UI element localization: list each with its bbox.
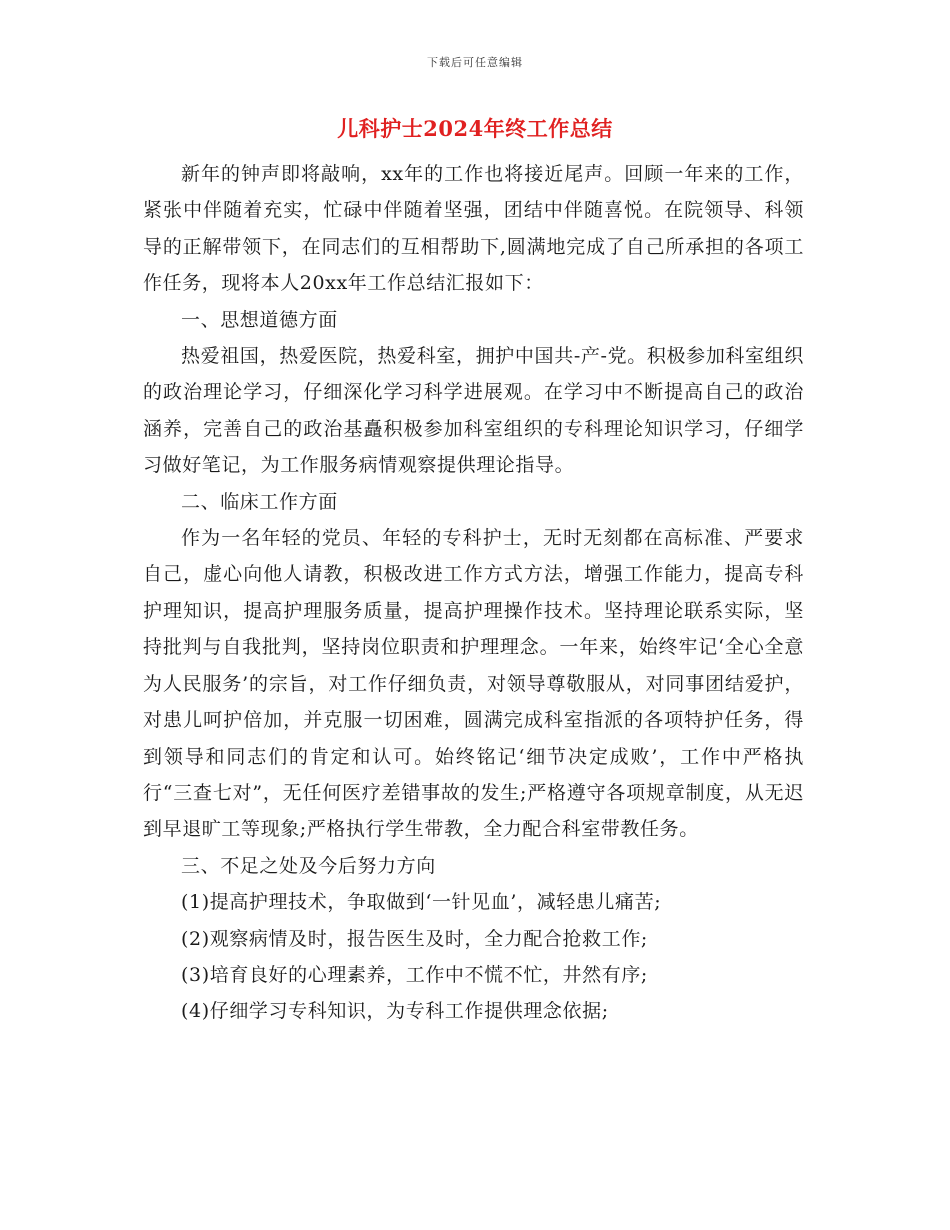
paragraph-intro: 新年的钟声即将敲响，xx年的工作也将接近尾声。回顾一年来的工作，紧张中伴随着充实，忙碌中伴随着坚强，团结中伴随喜悦。在院领导、科领导的正解带领下，在同志们的互相帮助下,圆满地完成了自己所承担的各项工作任务，现将本人20xx年工作总结汇报如下：: [143, 163, 804, 295]
list-item-improvement-3: (3)培育良好的心理素养，工作中不慌不忙，井然有序;: [181, 963, 648, 986]
list-item-improvement-1: (1)提高护理技术，争取做到‘一针见血’，减轻患儿痛苦;: [181, 891, 662, 914]
list-item-improvement-4: (4)仔细学习专科知识，为专科工作提供理念依据;: [181, 1000, 609, 1023]
list-item-improvement-2: (2)观察病情及时，报告医生及时，全力配合抢救工作;: [181, 927, 648, 950]
document-title: 儿科护士2024年终工作总结: [337, 116, 613, 141]
paragraph-ideology: 热爱祖国，热爱医院，热爱科室，拥护中国共-产-党。积极参加科室组织的政治理论学习，仔细深化学习科学进展观。在学习中不断提高自己的政治涵养，完善自己的政治基矗积极参加科室组织的专科理论知识学习，仔细学习做好笔记，为工作服务病情观察提供理论指导。: [143, 345, 804, 477]
document-body: [143, 156, 804, 1030]
section-heading-clinical: 二、临床工作方面: [181, 490, 338, 513]
paragraph-clinical: 作为一名年轻的党员、年轻的专科护士，无时无刻都在高标准、严要求自己，虚心向他人请教，积极改进工作方式方法，增强工作能力，提高专科护理知识，提高护理服务质量，提高护理操作技术。坚持理论联系实际，坚持批判与自我批判，坚持岗位职责和护理理念。一年来，始终牢记‘全心全意为人民服务’的宗旨，对工作仔细负责，对领导尊敬服从，对同事团结爱护，对患儿呵护倍加，并克服一切困难，圆满完成科室指派的各项特护任务，得到领导和同志们的肯定和认可。始终铭记‘细节决定成败’，工作中严格执行“三查七对”，无任何医疗差错事故的发生;严格遵守各项规章制度，从无迟到早退旷工等现象;严格执行学生带教，全力配合科室带教任务。: [143, 527, 804, 841]
section-heading-improvement: 三、不足之处及今后努力方向: [181, 854, 436, 877]
header-note: 下载后可任意编辑: [427, 56, 523, 69]
section-heading-ideology: 一、思想道德方面: [181, 308, 338, 331]
